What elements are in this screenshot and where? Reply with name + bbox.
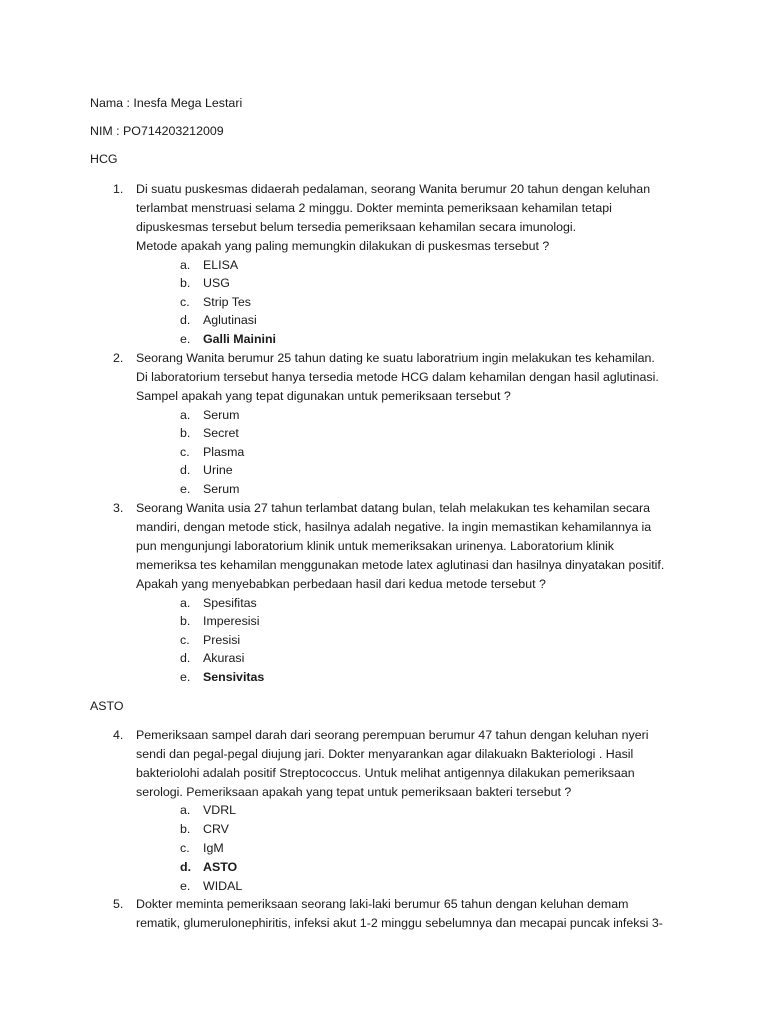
- section-heading-asto: ASTO: [90, 699, 124, 713]
- option-letter: d.: [180, 651, 191, 665]
- option-text: Serum: [203, 482, 240, 496]
- option-text-answer: Galli Mainini: [203, 332, 276, 346]
- option-text: Akurasi: [203, 651, 245, 665]
- option-text: Imperesisi: [203, 614, 260, 628]
- question-number: 1.: [113, 182, 124, 196]
- option-letter: c.: [180, 841, 190, 855]
- question-text-line: Sampel apakah yang tepat digunakan untuk pemeriksaan tersebut ?: [136, 389, 511, 403]
- question-text-line: terlambat menstruasi selama 2 minggu. Dokter meminta pemeriksaan kehamilan tetapi: [136, 201, 612, 215]
- section-heading-hcg: HCG: [90, 152, 118, 166]
- option-letter: c.: [180, 633, 190, 647]
- option-letter: a.: [180, 408, 191, 422]
- option-text: Urine: [203, 463, 233, 477]
- option-text: VDRL: [203, 803, 237, 817]
- option-letter: e.: [180, 482, 191, 496]
- option-letter: b.: [180, 426, 191, 440]
- question-text-line: bakteriolohi adalah positif Streptococcus. Untuk melihat antigennya dilakukan pemeriksaan: [136, 766, 635, 780]
- option-letter: c.: [180, 295, 190, 309]
- question-number: 2.: [113, 351, 124, 365]
- question-text-line: serologi. Pemeriksaan apakah yang tepat untuk pemeriksaan bakteri tersebut ?: [136, 785, 572, 799]
- option-letter: b.: [180, 276, 191, 290]
- option-text: WIDAL: [203, 879, 243, 893]
- option-letter: b.: [180, 614, 191, 628]
- option-text: USG: [203, 276, 230, 290]
- option-letter: c.: [180, 445, 190, 459]
- option-text: Secret: [203, 426, 239, 440]
- student-name: Nama : Inesfa Mega Lestari: [90, 96, 243, 110]
- option-text: Serum: [203, 408, 240, 422]
- question-text-line: rematik, glumerulonephiritis, infeksi akut 1-2 minggu sebelumnya dan mecapai puncak infeksi 3-: [136, 916, 663, 930]
- option-letter: e.: [180, 670, 191, 684]
- option-text: Strip Tes: [203, 295, 251, 309]
- option-text-answer: Sensivitas: [203, 670, 265, 684]
- question-text-line: sendi dan pegal-pegal diujung jari. Dokter menyarankan agar dilakuakn Bakteriologi . Hasil: [136, 747, 634, 761]
- question-text-line: Seorang Wanita berumur 25 tahun dating ke suatu laboratrium ingin melakukan tes kehamilan.: [136, 351, 655, 365]
- option-text: ELISA: [203, 258, 239, 272]
- question-text-line: dipuskesmas tersebut belum tersedia pemeriksaan kehamilan secara imunologi.: [136, 220, 577, 234]
- question-text-line: memeriksa tes kehamilan menggunakan metode latex aglutinasi dan hasilnya dinyatakan positif.: [136, 558, 665, 572]
- option-text: Plasma: [203, 445, 245, 459]
- option-text: IgM: [203, 841, 224, 855]
- question-text-line: Pemeriksaan sampel darah dari seorang perempuan berumur 47 tahun dengan keluhan nyeri: [136, 728, 649, 742]
- option-letter: e.: [180, 879, 191, 893]
- option-letter: e.: [180, 332, 191, 346]
- question-number: 5.: [113, 897, 124, 911]
- question-text-line: Apakah yang menyebabkan perbedaan hasil dari kedua metode tersebut ?: [136, 577, 546, 591]
- question-text-line: Seorang Wanita usia 27 tahun terlambat datang bulan, telah melakukan tes kehamilan secara: [136, 501, 651, 515]
- option-text: CRV: [203, 822, 229, 836]
- question-text-line: Di laboratorium tersebut hanya tersedia metode HCG dalam kehamilan dengan hasil aglutinasi.: [136, 370, 659, 384]
- question-text-line: mandiri, dengan metode stick, hasilnya adalah negative. Ia ingin memastikan kehamilannya ia: [136, 520, 652, 534]
- option-letter-answer: d.: [180, 860, 192, 874]
- option-letter: d.: [180, 313, 191, 327]
- question-text-line: Metode apakah yang paling memungkin dilakukan di puskesmas tersebut ?: [136, 239, 550, 253]
- question-text-line: Di suatu puskesmas didaerah pedalaman, seorang Wanita berumur 20 tahun dengan keluhan: [136, 182, 651, 196]
- question-text-line: pun mengunjungi laboratorium klinik untuk memeriksakan urinenya. Laboratorium klinik: [136, 539, 614, 553]
- question-number: 3.: [113, 501, 124, 515]
- option-letter: a.: [180, 803, 191, 817]
- question-text-line: Dokter meminta pemeriksaan seorang laki-laki berumur 65 tahun dengan keluhan demam: [136, 897, 629, 911]
- option-text: Aglutinasi: [203, 313, 257, 327]
- option-text: Spesifitas: [203, 596, 257, 610]
- option-text-answer: ASTO: [203, 860, 238, 874]
- student-nim: NIM : PO714203212009: [90, 124, 224, 138]
- question-number: 4.: [113, 728, 124, 742]
- option-letter: a.: [180, 258, 191, 272]
- option-letter: d.: [180, 463, 191, 477]
- option-letter: b.: [180, 822, 191, 836]
- option-letter: a.: [180, 596, 191, 610]
- option-text: Presisi: [203, 633, 241, 647]
